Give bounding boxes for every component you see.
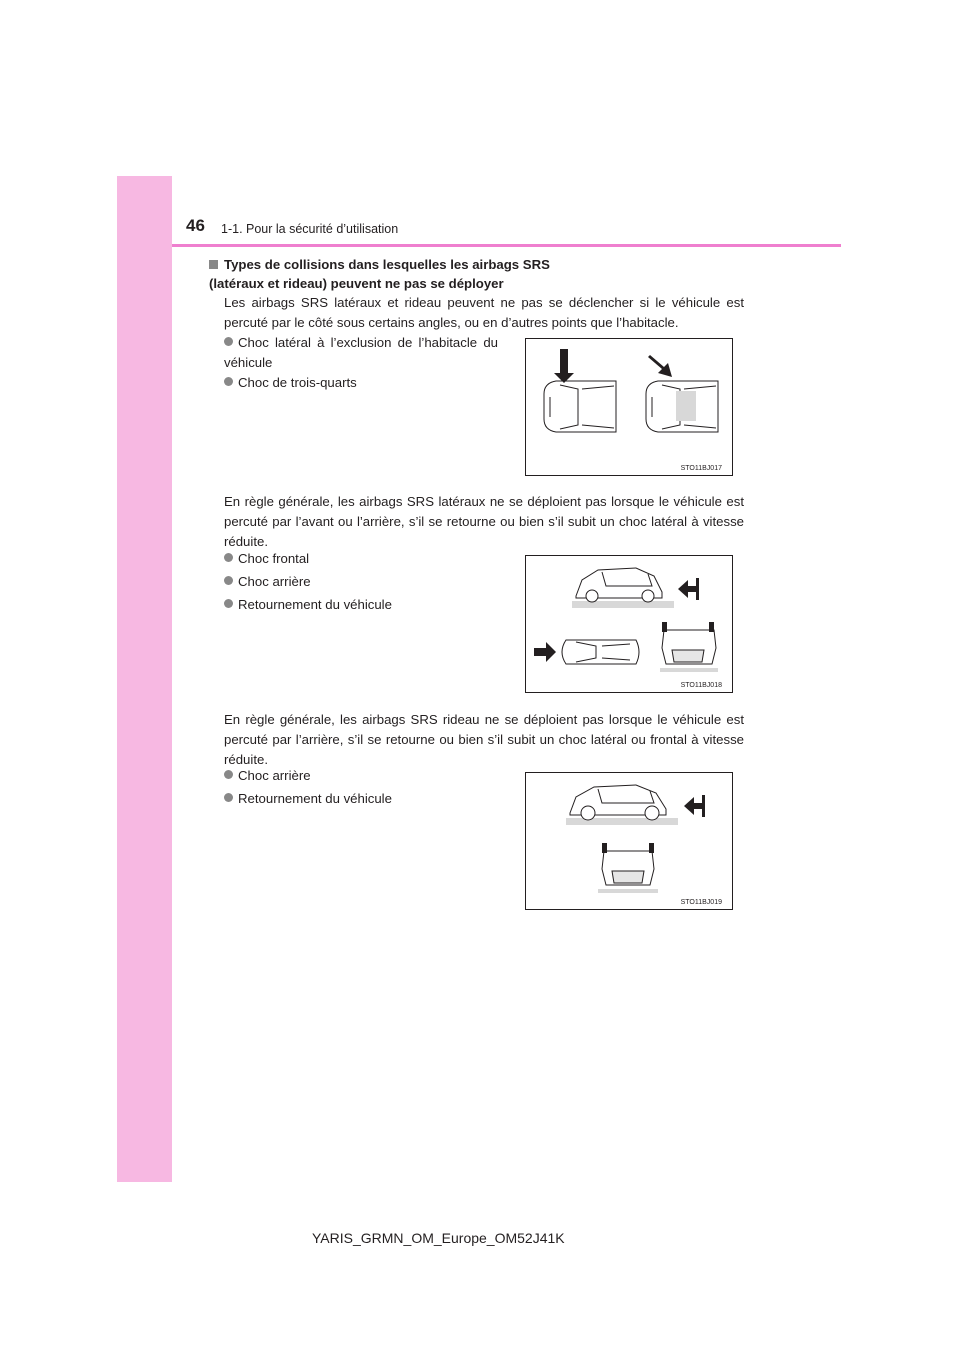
section-title-line1: Types de collisions dans lesquelles les airbags SRS [224, 257, 550, 272]
list-item [224, 789, 392, 809]
section-title-line2: (latéraux et rideau) peuvent ne pas se déployer [209, 276, 504, 291]
figure-rear-rollover [525, 772, 733, 910]
bullet-icon [224, 377, 233, 386]
list-item-text: Choc arrière [238, 574, 311, 589]
list-item [224, 373, 357, 393]
bullet-icon [224, 599, 233, 608]
figure-side-impact [525, 338, 733, 476]
figure-frontal-rear-rollover [525, 555, 733, 693]
paragraph-side-airbags: En règle générale, les airbags SRS latéraux ne se déploient pas lorsque le véhicule est percuté par l’avant ou l’arrière, s’il se retourne ou bien s’il subit un choc latéral à vitesse réduite. [224, 494, 744, 549]
list-item-text: Choc latéral à l’exclusion de l’habitacle du véhicule [224, 335, 498, 370]
chapter-sidebar-tab [117, 176, 172, 1182]
bullet-icon [224, 337, 233, 346]
bullet-icon [224, 576, 233, 585]
bullet-icon [224, 793, 233, 802]
chapter-title: 1-1. Pour la sécurité d’utilisation [221, 222, 399, 236]
list-item-text: Choc frontal [238, 551, 310, 566]
figure-code: STO11BJ018 [680, 682, 722, 689]
header-rule [172, 244, 841, 247]
page-number: 46 [186, 216, 205, 235]
paragraph-curtain-airbags: En règle générale, les airbags SRS rideau ne se déploient pas lorsque le véhicule est percuté par l’arrière, s’il se retourne ou bien s’il subit un choc latéral ou frontal à vitesse réduite. [224, 712, 744, 767]
list-item [224, 572, 311, 592]
bullet-icon [224, 770, 233, 779]
footer-doc-id: YARIS_GRMN_OM_Europe_OM52J41K [312, 1230, 565, 1246]
figure-code: STO11BJ019 [680, 899, 722, 906]
figure-code: STO11BJ017 [680, 465, 722, 472]
bullet-icon [224, 553, 233, 562]
list-item [224, 595, 392, 615]
intro-paragraph: Les airbags SRS latéraux et rideau peuvent ne pas se déclencher si le véhicule est percuté par le côté sous certains angles, ou en d’autres points que l’habitacle. [224, 295, 744, 330]
list-item [224, 549, 309, 569]
list-item-text: Retournement du véhicule [238, 597, 392, 612]
list-item-text: Choc de trois-quarts [238, 375, 357, 390]
square-bullet-icon [209, 260, 218, 269]
section-title [209, 255, 769, 293]
list-item-text: Retournement du véhicule [238, 791, 392, 806]
list-item-text: Choc arrière [238, 768, 311, 783]
list-item [224, 333, 498, 373]
list-item [224, 766, 311, 786]
